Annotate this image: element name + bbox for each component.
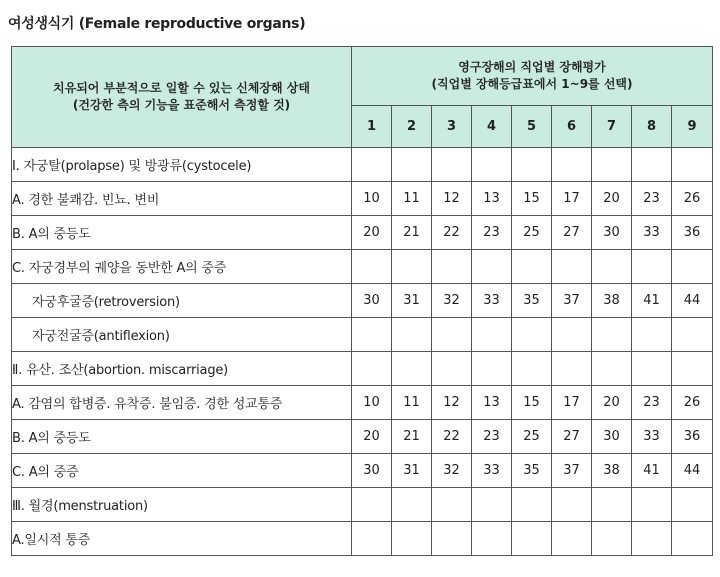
rating-cell: [552, 488, 592, 522]
rating-cell: 38: [592, 284, 632, 318]
column-header: 7: [592, 106, 632, 148]
rating-cell: 23: [472, 216, 512, 250]
rating-cell: [672, 488, 713, 522]
rating-cell: [632, 318, 672, 352]
rating-cell: 21: [392, 420, 432, 454]
rating-cell: [512, 522, 552, 556]
column-header: 9: [672, 106, 713, 148]
row-label: B. A의 중등도: [12, 216, 352, 250]
description-header-line1: 치유되어 부분적으로 일할 수 있는 신체장해 상태: [53, 81, 310, 95]
rating-cell: 23: [632, 386, 672, 420]
table-row: [12, 454, 713, 488]
rating-cell: [352, 522, 392, 556]
table-row: [12, 284, 713, 318]
rating-cell: [672, 148, 713, 182]
table-row: [12, 182, 713, 216]
rating-cell: 10: [352, 182, 392, 216]
rating-cell: 31: [392, 454, 432, 488]
rating-cell: 33: [472, 284, 512, 318]
rating-cell: 25: [512, 216, 552, 250]
rating-cell: 36: [672, 420, 713, 454]
row-label: A. 감염의 합병증. 유착증. 불임증. 경한 성교통증: [12, 386, 352, 420]
rating-cell: [472, 148, 512, 182]
rating-cell: [472, 488, 512, 522]
column-header: 2: [392, 106, 432, 148]
rating-cell: [472, 250, 512, 284]
rating-cell: [552, 250, 592, 284]
rating-cell: 17: [552, 386, 592, 420]
rating-cell: [352, 352, 392, 386]
column-header: 3: [432, 106, 472, 148]
rating-cell: [512, 148, 552, 182]
rating-header-line2: (직업별 장해등급표에서 1~9를 선택): [431, 77, 633, 91]
rating-cell: 37: [552, 284, 592, 318]
rating-cell: [552, 318, 592, 352]
table-row: [12, 522, 713, 556]
table-row: [12, 386, 713, 420]
rating-cell: [392, 250, 432, 284]
rating-cell: [432, 250, 472, 284]
rating-header: [352, 47, 713, 106]
table-row: [12, 216, 713, 250]
rating-cell: 32: [432, 454, 472, 488]
rating-cell: [512, 250, 552, 284]
column-header: 1: [352, 106, 392, 148]
rating-cell: 20: [592, 386, 632, 420]
column-header: 6: [552, 106, 592, 148]
row-label: 자궁전굴증(antiflexion): [12, 318, 352, 352]
rating-cell: 17: [552, 182, 592, 216]
rating-cell: [352, 148, 392, 182]
rating-cell: 12: [432, 386, 472, 420]
rating-cell: 33: [632, 216, 672, 250]
rating-cell: [632, 352, 672, 386]
rating-cell: 27: [552, 420, 592, 454]
column-header: 4: [472, 106, 512, 148]
rating-header-line1: 영구장해의 직업별 장해평가: [458, 60, 606, 74]
rating-cell: [512, 488, 552, 522]
description-header-line2: (건강한 측의 기능을 표준해서 측정할 것): [72, 98, 291, 112]
rating-cell: 41: [632, 284, 672, 318]
rating-cell: 25: [512, 420, 552, 454]
rating-cell: 13: [472, 182, 512, 216]
impairment-table: [11, 46, 713, 556]
rating-cell: 37: [552, 454, 592, 488]
rating-cell: [392, 148, 432, 182]
rating-cell: [392, 522, 432, 556]
row-label: A. 경한 불쾌감. 빈뇨. 변비: [12, 182, 352, 216]
rating-cell: 30: [592, 216, 632, 250]
rating-cell: 31: [392, 284, 432, 318]
table-row: [12, 318, 713, 352]
rating-cell: [592, 488, 632, 522]
row-label: 자궁후굴증(retroversion): [12, 284, 352, 318]
table-row: [12, 420, 713, 454]
rating-cell: 33: [632, 420, 672, 454]
rating-cell: [432, 352, 472, 386]
rating-cell: [632, 488, 672, 522]
column-header: 5: [512, 106, 552, 148]
rating-cell: 33: [472, 454, 512, 488]
rating-cell: 22: [432, 216, 472, 250]
rating-cell: [472, 318, 512, 352]
rating-cell: [352, 318, 392, 352]
rating-cell: 12: [432, 182, 472, 216]
rating-cell: [592, 148, 632, 182]
rating-cell: [632, 250, 672, 284]
rating-cell: [472, 522, 512, 556]
rating-cell: 11: [392, 386, 432, 420]
rating-cell: [392, 318, 432, 352]
rating-cell: [552, 352, 592, 386]
rating-cell: [552, 522, 592, 556]
rating-cell: 10: [352, 386, 392, 420]
rating-cell: 44: [672, 284, 713, 318]
page-title: 여성생식기 (Female reproductive organs): [8, 16, 306, 32]
row-label: B. A의 중등도: [12, 420, 352, 454]
rating-cell: 23: [472, 420, 512, 454]
row-label: C. A의 중증: [12, 454, 352, 488]
row-label: Ⅲ. 월경(menstruation): [12, 488, 352, 522]
rating-cell: [592, 522, 632, 556]
row-label: A.일시적 통증: [12, 522, 352, 556]
rating-cell: 15: [512, 386, 552, 420]
rating-cell: 36: [672, 216, 713, 250]
rating-cell: [592, 318, 632, 352]
rating-cell: [672, 522, 713, 556]
rating-cell: 44: [672, 454, 713, 488]
rating-cell: 30: [352, 454, 392, 488]
rating-cell: 22: [432, 420, 472, 454]
rating-cell: [352, 488, 392, 522]
rating-cell: [472, 352, 512, 386]
table-row: [12, 148, 713, 182]
rating-cell: [392, 488, 432, 522]
rating-cell: [432, 488, 472, 522]
rating-cell: 38: [592, 454, 632, 488]
rating-cell: [592, 250, 632, 284]
rating-cell: [672, 352, 713, 386]
rating-cell: [512, 318, 552, 352]
rating-cell: 30: [352, 284, 392, 318]
rating-cell: 11: [392, 182, 432, 216]
rating-cell: 35: [512, 454, 552, 488]
rating-cell: 13: [472, 386, 512, 420]
table-row: [12, 352, 713, 386]
row-label: C. 자궁경부의 궤양을 동반한 A의 중증: [12, 250, 352, 284]
rating-cell: 20: [592, 182, 632, 216]
rating-cell: [672, 318, 713, 352]
rating-cell: [432, 318, 472, 352]
rating-cell: 15: [512, 182, 552, 216]
rating-cell: 21: [392, 216, 432, 250]
rating-cell: 26: [672, 182, 713, 216]
rating-cell: [392, 352, 432, 386]
rating-cell: 23: [632, 182, 672, 216]
rating-cell: 30: [592, 420, 632, 454]
rating-cell: [432, 522, 472, 556]
table-row: [12, 488, 713, 522]
rating-cell: [352, 250, 392, 284]
rating-cell: [512, 352, 552, 386]
rating-cell: [672, 250, 713, 284]
row-label: Ⅰ. 자궁탈(prolapse) 및 방광류(cystocele): [12, 148, 352, 182]
rating-cell: [592, 352, 632, 386]
rating-cell: 20: [352, 216, 392, 250]
rating-cell: [632, 522, 672, 556]
rating-cell: 26: [672, 386, 713, 420]
rating-cell: 41: [632, 454, 672, 488]
rating-cell: 35: [512, 284, 552, 318]
rating-cell: [632, 148, 672, 182]
rating-cell: 32: [432, 284, 472, 318]
rating-cell: [432, 148, 472, 182]
column-header: 8: [632, 106, 672, 148]
table-row: [12, 250, 713, 284]
row-label: Ⅱ. 유산. 조산(abortion. miscarriage): [12, 352, 352, 386]
description-header: [12, 47, 352, 148]
rating-cell: [552, 148, 592, 182]
rating-cell: 27: [552, 216, 592, 250]
rating-cell: 20: [352, 420, 392, 454]
